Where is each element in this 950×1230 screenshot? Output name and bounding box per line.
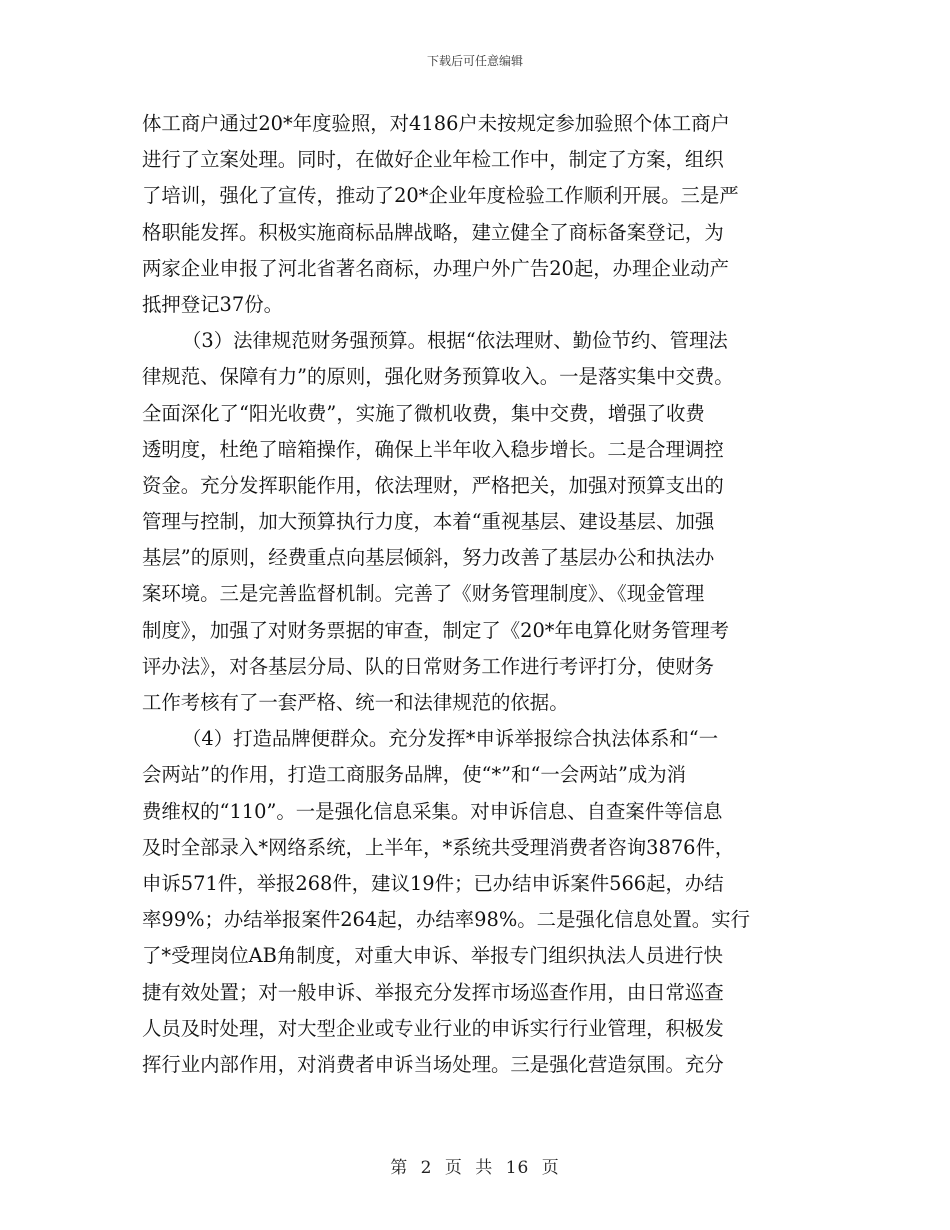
paragraph-1 (142, 106, 804, 323)
text-line: 案环境。三是完善监督机制。完善了《财务管理制度》、《现金管理 (142, 582, 705, 606)
text-line: 基层”的原则，经费重点向基层倾斜，努力改善了基层办公和执法办 (142, 546, 715, 570)
text-line: 制度》，加强了对财务票据的审查，制定了《20*年电算化财务管理考 (142, 618, 729, 642)
text-line: 两家企业申报了河北省著名商标，办理户外广告20起，办理企业动产 (142, 256, 730, 280)
text-line: 管理与控制，加大预算执行力度，本着“重视基层、建设基层、加强 (142, 510, 715, 534)
text-line: （4）打造品牌便群众。充分发挥*申诉举报综合执法体系和“一 (182, 727, 719, 751)
text-line: 人员及时处理，对大型企业或专业行业的申诉实行行业管理，积极发 (142, 1016, 724, 1040)
page-footer: 第 2 页 共 16 页 (390, 1158, 560, 1178)
text-line: （3）法律规范财务强预算。根据“依法理财、勤俭节约、管理法 (182, 329, 728, 353)
paragraph-2 (142, 323, 804, 721)
text-line: 费维权的“110”。一是强化信息采集。对申诉信息、自查案件等信息 (142, 799, 723, 823)
text-line: 全面深化了“阳光收费”，实施了微机收费，集中交费，增强了收费 (142, 401, 705, 425)
text-line: 工作考核有了一套严格、统一和法律规范的依据。 (142, 691, 569, 714)
text-line: 资金。充分发挥职能作用，依法理财，严格把关，加强对预算支出的 (142, 473, 724, 497)
text-line: 捷有效处置；对一般申诉、举报充分发挥市场巡查作用，由日常巡查 (142, 980, 724, 1004)
text-line: 申诉571件，举报268件，建议19件；已办结申诉案件566起，办结 (142, 871, 724, 895)
paragraph-3 (142, 721, 804, 1083)
text-line: 律规范、保障有力”的原则，强化财务预算收入。一是落实集中交费。 (142, 365, 734, 389)
text-line: 及时全部录入*网络系统，上半年，*系统共受理消费者咨询3876件， (142, 835, 735, 859)
text-line: 会两站”的作用，打造工商服务品牌，使“*”和“一会两站”成为消 (142, 763, 687, 787)
text-line: 抵押登记37份。 (142, 292, 284, 316)
text-line: 了培训，强化了宣传，推动了20*企业年度检验工作顺利开展。三是严 (142, 184, 739, 208)
text-line: 格职能发挥。积极实施商标品牌战略，建立健全了商标备案登记，为 (142, 220, 724, 244)
page-header: 下载后可任意编辑 (426, 54, 523, 68)
text-line: 透明度，杜绝了暗箱操作，确保上半年收入稳步增长。二是合理调控 (142, 437, 724, 461)
text-line: 挥行业内部作用，对消费者申诉当场处理。三是强化营造氛围。充分 (142, 1052, 724, 1076)
text-line: 率99%；办结举报案件264起，办结率98%。二是强化信息处置。实行 (142, 908, 750, 932)
document-body (142, 106, 804, 1083)
text-line: 评办法》，对各基层分局、队的日常财务工作进行考评打分，使财务 (142, 654, 715, 678)
text-line: 进行了立案处理。同时，在做好企业年检工作中，制定了方案，组织 (142, 148, 724, 172)
text-line: 了*受理岗位AB角制度，对重大申诉、举报专门组织执法人员进行快 (142, 944, 723, 968)
text-line: 体工商户通过20*年度验照，对4186户未按规定参加验照个体工商户 (142, 112, 730, 135)
